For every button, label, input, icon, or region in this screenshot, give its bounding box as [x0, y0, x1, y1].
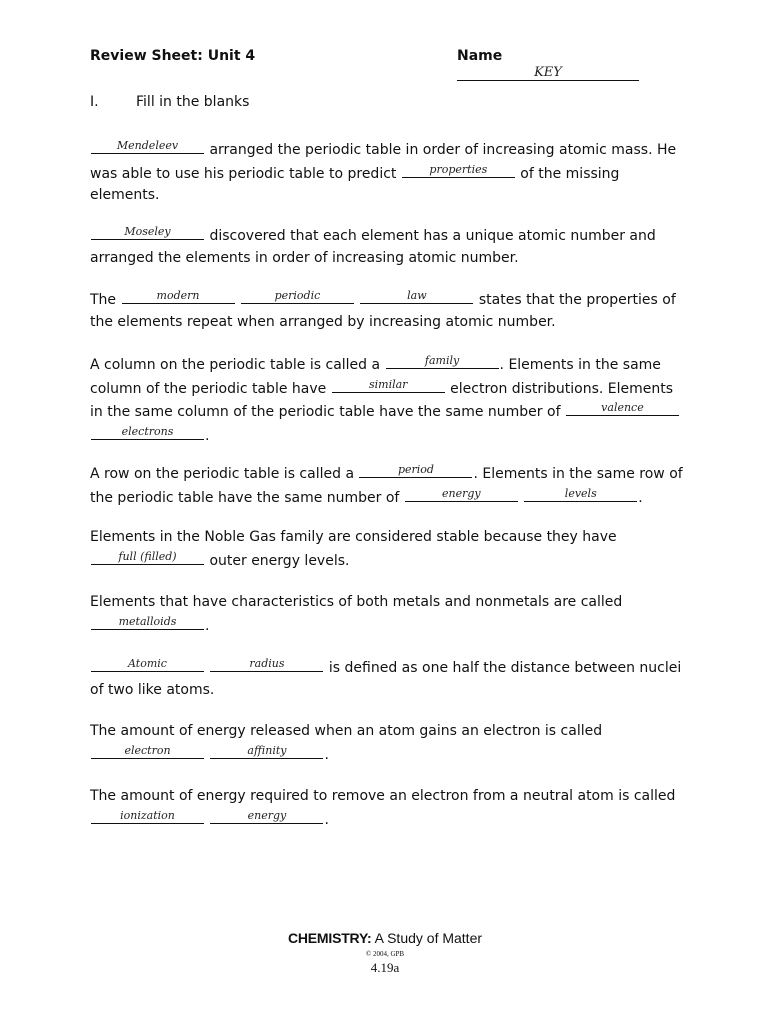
answer-text: electrons: [121, 424, 174, 438]
answer-blank[interactable]: [122, 288, 235, 304]
question-text: .: [205, 617, 210, 634]
name-field: [457, 48, 680, 85]
answer-blank[interactable]: [91, 808, 204, 824]
question-text: of the missing elements.: [90, 165, 620, 204]
answer-text: period: [397, 463, 434, 476]
answer-text: energy: [247, 808, 287, 822]
answer-blank[interactable]: [91, 224, 204, 240]
question-text: [205, 747, 209, 763]
answer-text: energy: [442, 486, 481, 500]
answer-blank[interactable]: [359, 462, 472, 478]
section-heading: [90, 94, 249, 110]
footer-brand-rest: A Study of Matter: [371, 930, 483, 946]
answer-text: periodic: [274, 289, 321, 302]
footer: [0, 930, 770, 976]
answer-blank[interactable]: [360, 288, 473, 304]
footer-copyright: © 2004, GPB: [365, 950, 405, 958]
question-text: The amount of energy released when an atom gains an electron is called: [90, 723, 603, 739]
question-text: The amount of energy required to remove an electron from a neutral atom is called: [90, 788, 676, 804]
question-text: .: [205, 427, 210, 444]
question-text: is defined as one half the distance between nuclei of two like atoms.: [90, 660, 682, 698]
answer-text: law: [407, 289, 427, 302]
answer-blank[interactable]: [524, 486, 637, 502]
question-text: [205, 812, 209, 828]
name-label: Name: [457, 48, 503, 64]
footer-brand: [0, 930, 770, 946]
answer-text: metalloids: [118, 614, 177, 628]
answer-text: radius: [249, 657, 285, 670]
answer-blank[interactable]: [91, 614, 204, 630]
question-text: discovered that each element has a unique atomic number and arranged the elements in order of increasing atomic number.: [90, 228, 656, 266]
answer-blank[interactable]: [402, 162, 515, 178]
name-answer: KEY: [534, 65, 562, 80]
question-2: [90, 224, 690, 269]
question-8: [90, 656, 690, 701]
footer-brand-bold: CHEMISTRY:: [287, 930, 372, 946]
answer-text: valence: [601, 401, 644, 415]
answer-blank[interactable]: [386, 353, 499, 369]
question-text: [519, 490, 523, 506]
question-text: Elements in the Noble Gas family are considered stable because they have: [90, 529, 617, 545]
question-text: [205, 660, 209, 676]
question-text: [355, 292, 359, 308]
answer-text: full (filled): [118, 549, 177, 563]
answer-blank[interactable]: [566, 400, 679, 416]
answer-blank[interactable]: [91, 656, 204, 672]
answer-blank[interactable]: [210, 808, 323, 824]
question-text: .: [324, 811, 329, 828]
question-5: [90, 462, 690, 509]
question-text: .: [324, 746, 329, 763]
question-1: [90, 138, 690, 207]
answer-blank[interactable]: [91, 138, 204, 154]
answer-blank[interactable]: [91, 424, 204, 440]
answer-text: similar: [368, 377, 408, 391]
question-6: [90, 527, 690, 572]
section-title: Fill in the blanks: [136, 94, 250, 110]
answer-text: modern: [156, 289, 200, 302]
answer-text: Moseley: [124, 225, 171, 238]
question-text: . Elements in the same column of the periodic table have: [90, 357, 661, 397]
answer-blank[interactable]: [405, 486, 518, 502]
question-text: electron distributions. Elements in the same column of the periodic table have the same number of: [90, 380, 674, 421]
answer-text: Atomic: [128, 657, 167, 670]
answer-text: ionization: [120, 808, 175, 822]
answer-text: properties: [429, 162, 488, 176]
question-text: .: [638, 489, 643, 506]
section-number: I.: [90, 94, 99, 110]
question-7: [90, 592, 690, 637]
answer-text: Mendeleev: [116, 139, 179, 152]
question-text: [236, 292, 240, 308]
answer-text: family: [424, 354, 460, 367]
answer-blank[interactable]: [210, 656, 323, 672]
worksheet-header: [90, 48, 680, 80]
answer-text: levels: [564, 486, 597, 500]
question-10: [90, 786, 690, 831]
answer-text: affinity: [247, 743, 287, 757]
page-number: 4.19a: [370, 960, 400, 975]
answer-blank[interactable]: [241, 288, 354, 304]
sheet-title: Review Sheet: Unit 4: [90, 48, 256, 64]
name-blank: [457, 64, 639, 81]
question-text: A column on the periodic table is called a: [90, 357, 385, 373]
question-text: outer energy levels.: [205, 552, 350, 569]
answer-blank[interactable]: [91, 549, 204, 565]
question-4: [90, 353, 690, 447]
answer-text: electron: [124, 743, 171, 757]
question-text: states that the properties of the elements repeat when arranged by increasing atomic number.: [90, 292, 676, 330]
question-text: A row on the periodic table is called a: [90, 466, 359, 482]
question-text: . Elements in the same row of the periodic table have the same number of: [90, 466, 683, 506]
question-9: [90, 721, 690, 766]
answer-blank[interactable]: [91, 743, 204, 759]
question-text: The: [90, 292, 121, 308]
question-text: arranged the periodic table in order of increasing atomic mass. He was able to use his periodic table to predict: [90, 142, 677, 182]
question-3: [90, 288, 690, 333]
answer-blank[interactable]: [210, 743, 323, 759]
question-text: Elements that have characteristics of both metals and nonmetals are called: [90, 594, 623, 610]
answer-blank[interactable]: [332, 377, 445, 393]
